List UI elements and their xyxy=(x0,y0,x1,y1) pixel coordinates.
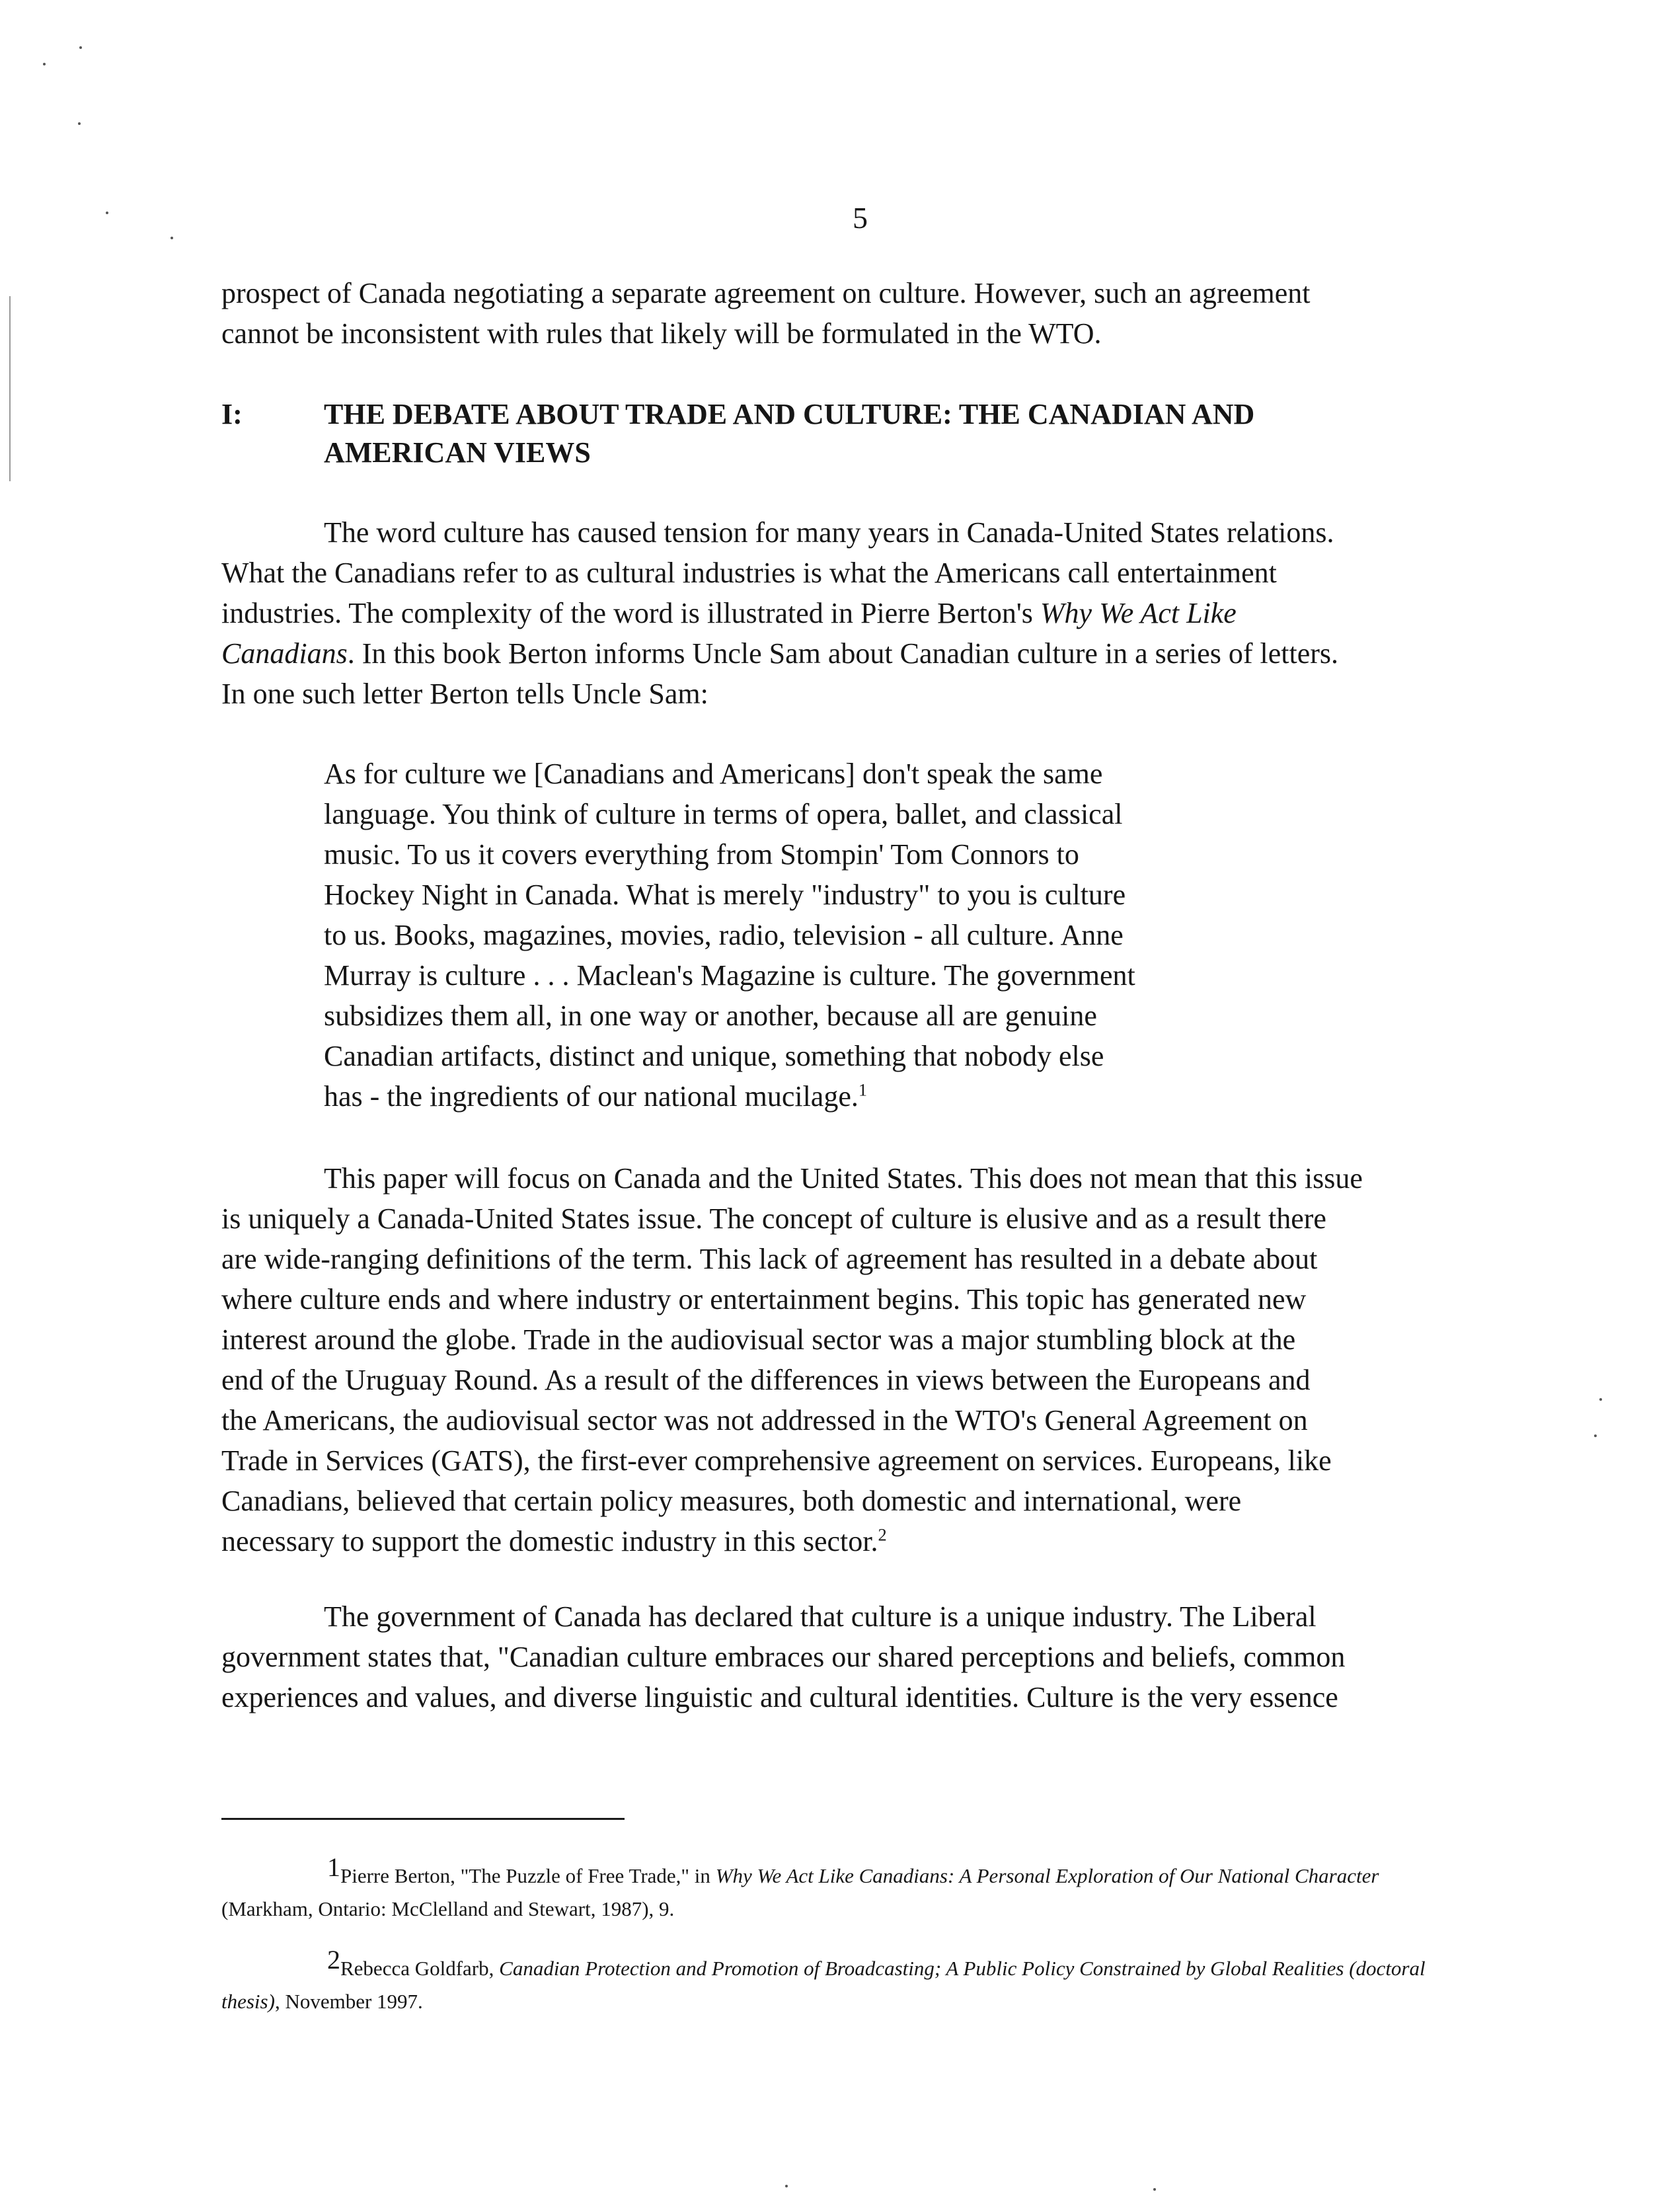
paragraph-2-last-line: necessary to support the domestic industry in this sector.$^2$ xyxy=(221,1524,887,1557)
footnote-ref-2: 2 xyxy=(878,1524,887,1545)
paragraph-3-line: The government of Canada has declared that culture is a unique industry. The Liberal xyxy=(324,1600,1317,1633)
footnote-ref-1: 1 xyxy=(858,1079,868,1100)
scan-speck xyxy=(79,46,82,49)
paragraph-1-line-2: What the Canadians refer to as cultural industries is what the Americans call entertainment xyxy=(221,557,1277,589)
paragraph-2-line: Trade in Services (GATS), the first-ever comprehensive agreement on services. Europeans, like xyxy=(221,1444,1332,1477)
quote-line: music. To us it covers everything from Stompin' Tom Connors to xyxy=(324,838,1079,871)
paragraph-2-line: are wide-ranging definitions of the term. This lack of agreement has resulted in a debate about xyxy=(221,1243,1318,1275)
footnote-1-title: Why We Act Like Canadians: A Personal Exploration of Our National Character xyxy=(715,1864,1379,1887)
quote-last-line: has - the ingredients of our national mucilage.$^1$ xyxy=(324,1079,868,1113)
intro-line-2: cannot be inconsistent with rules that likely will be formulated in the WTO. xyxy=(221,317,1102,350)
block-quote xyxy=(324,754,1135,1117)
footnote-1-number: 1 xyxy=(327,1852,340,1882)
page-number: 5 xyxy=(853,201,868,235)
section-number: I: xyxy=(221,398,243,430)
quote-line: subsidizes them all, in one way or another, because all are genuine xyxy=(324,1000,1097,1032)
margin-scan-line xyxy=(9,296,11,481)
paragraph-3-line: experiences and values, and diverse linguistic and cultural identities. Culture is the very essence xyxy=(221,1681,1338,1713)
intro-paragraph xyxy=(221,273,1311,354)
paragraph-2-line: end of the Uruguay Round. As a result of the differences in views between the Europeans and xyxy=(221,1364,1311,1396)
quote-line: Murray is culture . . . Maclean's Magazine is culture. The government xyxy=(324,959,1135,992)
section-title-line-1: THE DEBATE ABOUT TRADE AND CULTURE: THE CANADIAN AND xyxy=(324,398,1255,430)
footnote-2-title: Canadian Protection and Promotion of Broadcasting; A Public Policy Constrained by Global Realities (doctoral xyxy=(499,1957,1426,1980)
footnote-2-line-2: thesis), November 1997. xyxy=(221,1990,423,2013)
paragraph-1-line-1: The word culture has caused tension for many years in Canada-United States relations. xyxy=(324,516,1334,549)
section-title-line-2: AMERICAN VIEWS xyxy=(324,436,591,469)
footnote-1 xyxy=(221,1851,1379,1926)
paragraph-1-line-4: Canadians. In this book Berton informs Uncle Sam about Canadian culture in a series of letters. xyxy=(221,637,1339,670)
footnote-2-number: 2 xyxy=(327,1945,340,1975)
paragraph-2-line: is uniquely a Canada-United States issue. The concept of culture is elusive and as a result there xyxy=(221,1202,1326,1235)
paragraph-2-line: the Americans, the audiovisual sector was not addressed in the WTO's General Agreement on xyxy=(221,1404,1308,1436)
section-title xyxy=(324,395,1254,472)
scan-speck xyxy=(1594,1434,1597,1437)
paragraph-1 xyxy=(221,512,1338,714)
scan-speck xyxy=(1153,2188,1156,2191)
quote-line: Canadian artifacts, distinct and unique, something that nobody else xyxy=(324,1040,1104,1072)
paragraph-2 xyxy=(221,1158,1363,1561)
paragraph-2-line: interest around the globe. Trade in the audiovisual sector was a major stumbling block at the xyxy=(221,1323,1296,1356)
paragraph-1-line-5: In one such letter Berton tells Uncle Sam: xyxy=(221,678,708,710)
footnote-2 xyxy=(221,1943,1426,2018)
footnote-1-line-1: 1Pierre Berton, "The Puzzle of Free Trade," in Why We Act Like Canadians: A Personal Exploration of Our National Character xyxy=(327,1852,1379,1887)
scan-speck xyxy=(43,63,46,65)
scan-speck xyxy=(1599,1398,1602,1401)
scan-speck xyxy=(785,2185,788,2187)
footnote-2-line-1: 2Rebecca Goldfarb, Canadian Protection and Promotion of Broadcasting; A Public Policy Constrained by Global Realities (doctoral xyxy=(327,1945,1426,1980)
book-title-part-1: Why We Act Like xyxy=(1040,597,1237,629)
paragraph-3-line: government states that, "Canadian culture embraces our shared perceptions and beliefs, common xyxy=(221,1641,1346,1673)
paragraph-2-line: This paper will focus on Canada and the United States. This does not mean that this issue xyxy=(324,1162,1363,1195)
footnote-1-line-2: (Markham, Ontario: McClelland and Stewart, 1987), 9. xyxy=(221,1897,675,1920)
scan-speck xyxy=(78,122,81,125)
paragraph-2-line: where culture ends and where industry or entertainment begins. This topic has generated new xyxy=(221,1283,1307,1315)
scan-speck xyxy=(171,237,173,239)
quote-line: to us. Books, magazines, movies, radio, television - all culture. Anne xyxy=(324,919,1124,951)
intro-line-1: prospect of Canada negotiating a separate agreement on culture. However, such an agreement xyxy=(221,277,1311,309)
quote-line: language. You think of culture in terms of opera, ballet, and classical xyxy=(324,798,1123,830)
paragraph-2-line: Canadians, believed that certain policy measures, both domestic and international, were xyxy=(221,1485,1242,1517)
scan-speck xyxy=(106,212,108,214)
paragraph-3 xyxy=(221,1596,1345,1717)
quote-line: As for culture we [Canadians and Americans] don't speak the same xyxy=(324,758,1103,790)
paragraph-1-line-3: industries. The complexity of the word is illustrated in Pierre Berton's Why We Act Like xyxy=(221,597,1237,629)
quote-line: Hockey Night in Canada. What is merely "industry" to you is culture xyxy=(324,879,1126,911)
footnote-divider xyxy=(221,1818,625,1820)
book-title-part-2: Canadians xyxy=(221,637,348,670)
